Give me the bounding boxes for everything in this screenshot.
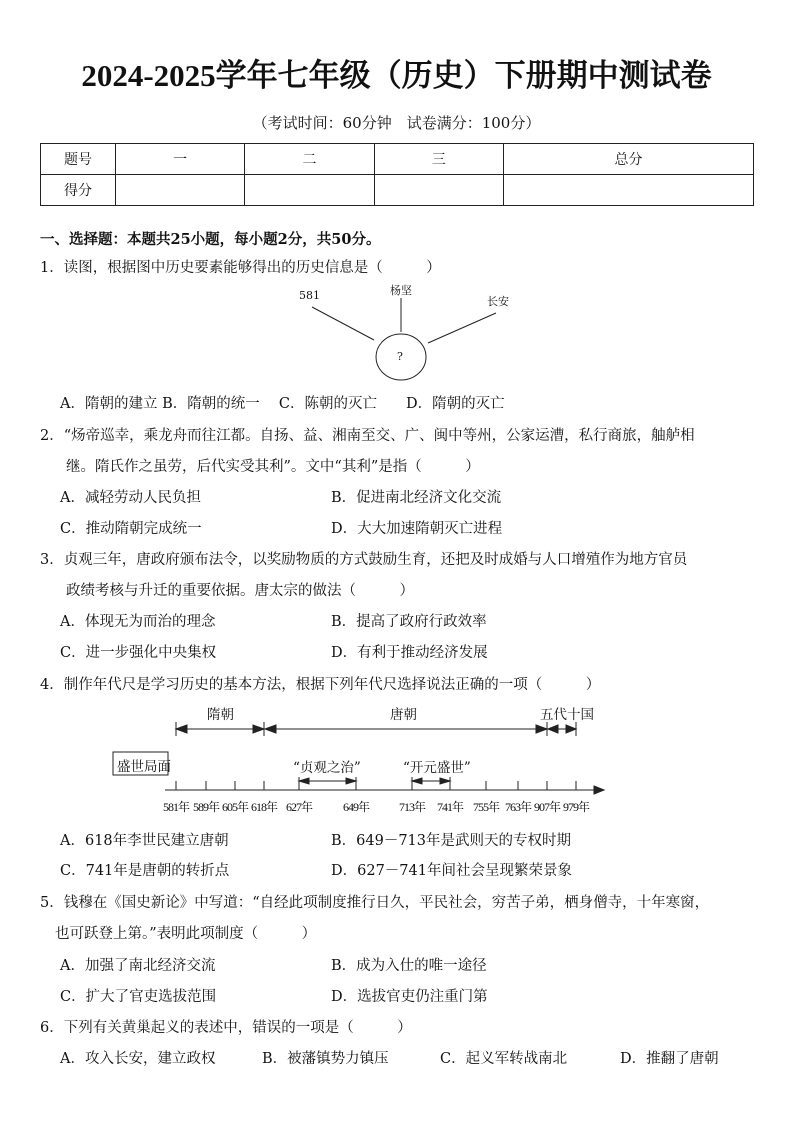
page-title: 2024-2025学年七年级（历史）下册期中测试卷 — [81, 58, 712, 93]
option-a: A．618年李世民建立唐朝 — [60, 833, 229, 849]
option-a: A．减轻劳动人民负担 — [60, 490, 201, 506]
score-label: 得分 — [41, 175, 116, 206]
score-header: 三 — [374, 144, 503, 175]
year-label: 589年 — [192, 800, 219, 814]
option-d: D．有利于推动经济发展 — [331, 645, 488, 661]
era-label: “贞观之治” — [293, 760, 361, 776]
connector-line — [312, 307, 374, 340]
question-3-stem: 3．贞观三年，唐政府颁布法令，以奖励物质的方式鼓励生育，还把及时成婚与人口增殖作为地方官员 — [40, 552, 688, 568]
year-label: 755年 — [472, 800, 499, 814]
period-label: 五代十国 — [540, 707, 594, 723]
score-header: 一 — [116, 144, 245, 175]
exam-info: （考试时间：60分钟 试卷满分：100分） — [252, 114, 541, 132]
option-a: A．攻入长安，建立政权 — [60, 1051, 216, 1067]
connector-line — [428, 313, 496, 343]
option-c: C．741年是唐朝的转折点 — [60, 863, 230, 879]
diagram-label: 581 — [299, 289, 320, 302]
option-b: B．促进南北经济文化交流 — [331, 490, 502, 506]
diagram-label: 杨坚 — [390, 284, 412, 297]
option-b: B．成为入仕的唯一途径 — [331, 958, 487, 974]
option-b: B．649－713年是武则天的专权时期 — [331, 833, 572, 849]
year-label: 741年 — [436, 800, 463, 814]
option-d: D．627－741年间社会呈现繁荣景象 — [331, 863, 572, 879]
q1-diagram — [312, 298, 496, 380]
option-c: C．进一步强化中央集权 — [60, 645, 217, 661]
option-b: B．提高了政府行政效率 — [331, 614, 487, 630]
option-a: A．加强了南北经济交流 — [60, 958, 216, 974]
year-label: 581年 — [162, 800, 189, 814]
year-label: 618年 — [250, 800, 277, 814]
option-d: D．大大加速隋朝灭亡进程 — [331, 521, 503, 537]
era-label: “开元盛世” — [403, 760, 471, 776]
year-label: 627年 — [285, 800, 312, 814]
year-label: 605年 — [221, 800, 248, 814]
diagram-center: ? — [397, 350, 403, 363]
score-header: 总分 — [503, 144, 753, 175]
option-c: C．推动隋朝完成统一 — [60, 521, 202, 537]
year-label: 907年 — [533, 800, 560, 814]
option-c: C．扩大了官吏选拔范围 — [60, 989, 217, 1005]
period-label: 隋朝 — [207, 707, 234, 723]
option-a: A．体现无为而治的理念 — [60, 614, 216, 630]
year-label: 713年 — [398, 800, 425, 814]
year-label: 649年 — [342, 800, 369, 814]
question-6-stem: 6．下列有关黄巢起义的表述中，错误的一项是（ ） — [40, 1020, 412, 1036]
section-heading: 一、选择题：本题共25小题，每小题2分，共50分。 — [40, 231, 381, 248]
year-label: 979年 — [562, 800, 589, 814]
period-label: 唐朝 — [390, 707, 417, 723]
option-d: D．推翻了唐朝 — [620, 1051, 719, 1067]
diagram-label: 长安 — [487, 295, 509, 308]
score-header: 题号 — [41, 144, 116, 175]
question-4-stem: 4．制作年代尺是学习历史的基本方法，根据下列年代尺选择说法正确的一项（ ） — [40, 677, 601, 693]
question-2-stem: 2．“炀帝巡幸，乘龙舟而往江都。自扬、益、湘南至交、广、闽中等州，公家运漕，私行商旅，舳舻相 — [40, 428, 695, 444]
question-2-stem: 继。隋氏作之虽劳，后代实受其利”。文中“其利”是指（ ） — [66, 459, 480, 475]
option-d: D．选拔官吏仍注重门第 — [331, 989, 488, 1005]
question-5-stem: 5．钱穆在《国史新论》中写道：“自经此项制度推行日久，平民社会，穷苦子弟，栖身僧寺，十年寒窗， — [40, 895, 710, 911]
score-header: 二 — [245, 144, 374, 175]
year-label: 763年 — [504, 800, 531, 814]
question-1-stem: 1．读图，根据图中历史要素能够得出的历史信息是（ ） — [40, 260, 441, 276]
question-1-options: A．隋朝的建立 B．隋朝的统一 C．陈朝的灭亡 D．隋朝的灭亡 — [60, 396, 505, 412]
question-5-stem: 也可跃登上第。”表明此项制度（ ） — [55, 926, 317, 942]
option-b: B．被藩镇势力镇压 — [262, 1051, 389, 1067]
timeline-box-label: 盛世局面 — [117, 759, 171, 775]
question-3-stem: 政绩考核与升迁的重要依据。唐太宗的做法（ ） — [66, 583, 414, 599]
option-c: C．起义军转战南北 — [440, 1051, 568, 1067]
